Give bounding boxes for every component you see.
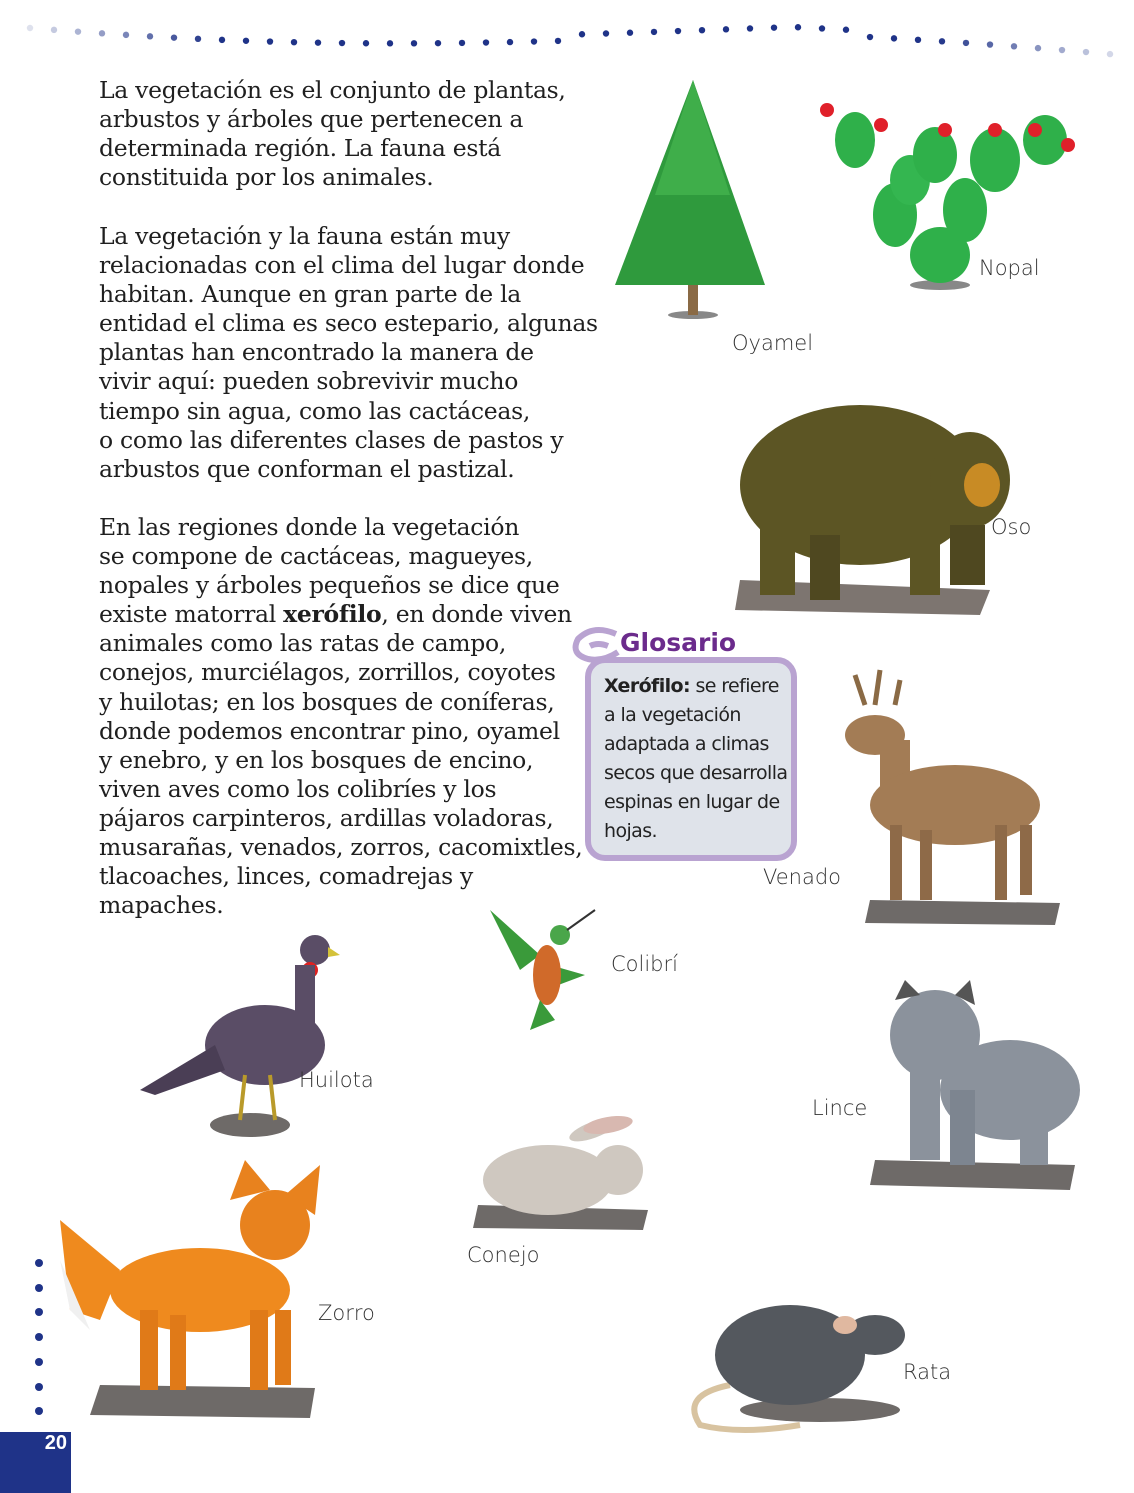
arc-dot <box>651 29 657 35</box>
arc-dot <box>987 41 993 47</box>
arc-dot <box>963 40 969 46</box>
arc-dot <box>1059 47 1065 53</box>
arc-dot <box>531 38 537 44</box>
arc-dot <box>1011 43 1017 49</box>
side-dot <box>35 1383 43 1391</box>
rat-illustration <box>680 1285 920 1435</box>
arc-dot <box>387 40 393 46</box>
label-rata: Rata <box>903 1360 952 1384</box>
fox-illustration <box>60 1160 335 1425</box>
arc-dot <box>75 28 81 34</box>
arc-dot <box>699 27 705 33</box>
arc-dot <box>1035 45 1041 51</box>
arc-dot <box>291 39 297 45</box>
label-venado: Venado <box>763 865 842 889</box>
arc-dot <box>1107 51 1113 57</box>
label-nopal: Nopal <box>979 256 1040 280</box>
side-dot <box>35 1259 43 1267</box>
arc-dot <box>363 40 369 46</box>
hummingbird-illustration <box>485 900 610 1040</box>
arc-dot <box>411 40 417 46</box>
arc-dot <box>195 36 201 42</box>
paragraph-2: La vegetación y la fauna están muy relacionadas con el clima del lugar donde habitan. Aunque en gran parte de la entidad el clima es seco estepario, algunas plantas han encontrado la manera de vivir aquí: pueden sobrevivir mucho tiempo sin agua, como las cactáceas, o como las diferentes clases de pastos y arbustos que conforman el pastizal. <box>99 222 598 483</box>
side-dot <box>35 1407 43 1415</box>
page-number: 20 <box>44 1432 67 1454</box>
term-xerofilo: xerófilo <box>283 600 382 629</box>
arc-dot <box>243 38 249 44</box>
paragraph-3: En las regiones donde la vegetación se compone de cactáceas, magueyes, nopales y árboles pequeños se dice que existe matorral xerófilo, en donde viven animales como las ratas de campo, conejos, murciélagos, zorrillos, coyotes y huilotas; en los bosques de coníferas, donde podemos encontrar pino, oyamel y enebro, y en los bosques de encino, viven aves como los colibríes y los pájaros carpinteros, ardillas voladoras, musarañas, venados, zorros, cacomixtles, tlacoaches, linces, comadrejas y mapaches. <box>99 513 583 920</box>
arc-dot <box>99 30 105 36</box>
glossary-title: Glosario <box>620 628 737 657</box>
arc-dot <box>435 40 441 46</box>
arc-dot <box>819 25 825 31</box>
arc-dot <box>507 39 513 45</box>
arc-dot <box>771 24 777 30</box>
paragraph-1: La vegetación es el conjunto de plantas, arbustos y árboles que pertenecen a determinada región. La fauna está constituida por los animales. <box>99 76 566 192</box>
arc-dot <box>219 37 225 43</box>
glossary-term: Xerófilo: <box>604 675 690 697</box>
arc-dot <box>339 40 345 46</box>
arc-dot <box>171 34 177 40</box>
arc-dot <box>627 30 633 36</box>
arc-dot <box>51 27 57 33</box>
arc-dot <box>915 37 921 43</box>
deer-illustration <box>825 655 1070 930</box>
glossary-definition: Xerófilo: se refiere a la vegetación adaptada a climas secos que desarrolla espinas en lugar de hojas. <box>604 675 788 842</box>
arc-dot <box>939 38 945 44</box>
arc-dot <box>147 33 153 39</box>
lynx-illustration <box>860 980 1090 1200</box>
label-oso: Oso <box>991 515 1032 539</box>
label-colibri: Colibrí <box>611 952 678 976</box>
label-zorro: Zorro <box>318 1301 375 1325</box>
arc-dot <box>555 38 561 44</box>
bear-illustration <box>720 385 1030 625</box>
page-number-tab <box>0 1432 71 1493</box>
arc-dot <box>483 39 489 45</box>
label-conejo: Conejo <box>467 1243 540 1267</box>
side-dot <box>35 1333 43 1341</box>
arc-dot <box>603 30 609 36</box>
nopal-cactus-illustration <box>815 95 1080 295</box>
arc-dot <box>747 25 753 31</box>
arc-dot <box>459 40 465 46</box>
side-dot <box>35 1308 43 1316</box>
label-huilota: Huilota <box>299 1068 374 1092</box>
rabbit-illustration <box>468 1110 663 1235</box>
arc-dot <box>867 34 873 40</box>
side-dot <box>35 1284 43 1292</box>
arc-dot <box>123 32 129 38</box>
glossary-swirl-icon <box>568 624 623 664</box>
arc-dot <box>579 31 585 37</box>
huilota-bird-illustration <box>135 925 360 1145</box>
label-lince: Lince <box>812 1096 868 1120</box>
oyamel-tree-illustration <box>605 75 775 325</box>
arc-dot <box>27 25 33 31</box>
arc-dot <box>795 24 801 30</box>
label-oyamel: Oyamel <box>732 331 814 355</box>
arc-dot <box>267 38 273 44</box>
arc-dot <box>891 35 897 41</box>
arc-dot <box>843 27 849 33</box>
arc-dot <box>675 28 681 34</box>
arc-dot <box>723 26 729 32</box>
arc-dot <box>315 39 321 45</box>
arc-dot <box>1083 49 1089 55</box>
side-dot <box>35 1358 43 1366</box>
